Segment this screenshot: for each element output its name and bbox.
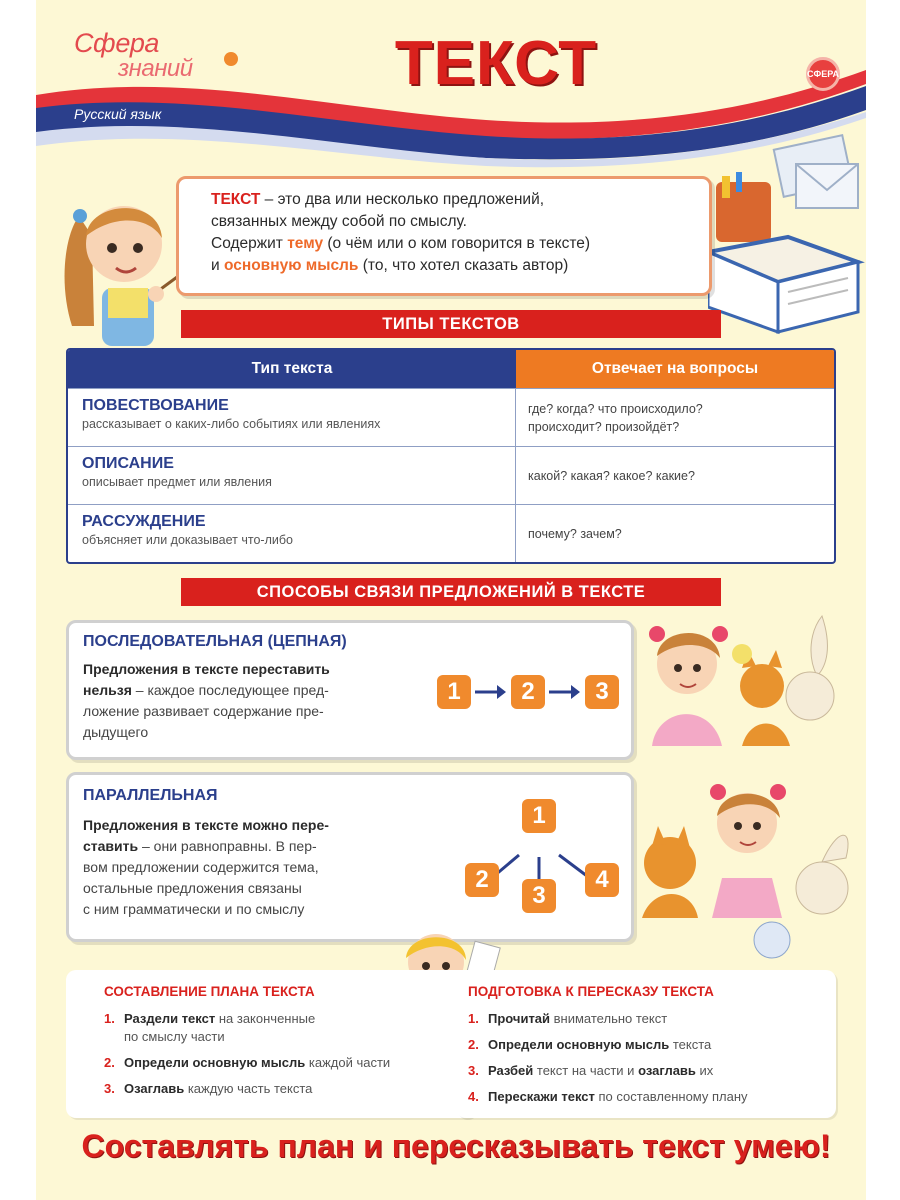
sequential-title: ПОСЛЕДОВАТЕЛЬНАЯ (ЦЕПНАЯ) <box>83 633 347 650</box>
sentence-number-3: 3 <box>585 675 619 709</box>
step-bold-text: Раздели текст <box>124 1011 216 1026</box>
step-bold-text: Определи основную мысль <box>124 1055 306 1070</box>
publisher-logo <box>74 30 193 81</box>
type-description: объясняет или доказывает что-либо <box>82 533 293 547</box>
type-name: ПОВЕСТВОВАНИЕ <box>82 397 229 414</box>
step-number: 1. <box>104 1011 115 1026</box>
type-name: РАССУЖДЕНИЕ <box>82 513 206 530</box>
sentence-number-2: 2 <box>465 863 499 897</box>
step-text: каждую часть текста <box>184 1081 313 1096</box>
arrow-right-icon <box>473 679 509 705</box>
definition-line4-pre: и <box>211 257 224 274</box>
type-description: рассказывает о каких-либо событиях или явлениях <box>82 417 381 431</box>
list-item <box>468 1062 828 1080</box>
type-description: описывает предмет или явления <box>82 475 272 489</box>
types-section-header: ТИПЫ ТЕКСТОВ <box>181 310 721 338</box>
footer-slogan: Составлять план и пересказывать текст умею! <box>81 1128 831 1164</box>
parallel-link-box <box>66 772 634 942</box>
sequential-text-line: ложение развивает содержание пре- <box>83 703 324 719</box>
step-bold-text-2: озаглавь <box>638 1063 696 1078</box>
step-number: 2. <box>104 1055 115 1070</box>
arrow-right-icon <box>547 679 583 705</box>
list-item <box>104 1054 404 1072</box>
sentence-number-3: 3 <box>522 879 556 913</box>
publisher-name-line2: знаний <box>118 55 193 82</box>
step-text: внимательно текст <box>550 1011 668 1026</box>
type-name: ОПИСАНИЕ <box>82 455 174 472</box>
text-types-table <box>66 348 836 564</box>
table-header-row <box>68 350 834 388</box>
sequential-bold-text: Предложения в тексте переставить <box>83 661 330 677</box>
type-questions: какой? какая? какое? какие? <box>528 468 695 483</box>
sentence-number-2: 2 <box>511 675 545 709</box>
parallel-text-line: с ним грамматически и по смыслу <box>83 901 305 917</box>
definition-line4-post: (то, что хотел сказать автор) <box>358 257 569 274</box>
sequential-bold-word: нельзя <box>83 682 132 698</box>
sequential-text-line: дыдущего <box>83 724 149 740</box>
step-bold-text: Перескажи текст <box>488 1089 595 1104</box>
step-text: каждой части <box>305 1055 391 1070</box>
parallel-bold-word: ставить <box>83 838 139 854</box>
column-header-type: Тип текста <box>68 350 516 388</box>
girl-with-pointer-illustration <box>44 176 194 346</box>
definition-line3-pre: Содержит <box>211 235 288 252</box>
step-text: текста <box>669 1037 712 1052</box>
publisher-name-line1: Сфера <box>74 28 159 58</box>
retell-steps-list <box>468 1010 828 1114</box>
list-item <box>468 1036 828 1054</box>
definition-theme-term: тему <box>287 235 324 252</box>
books-and-letters-illustration <box>708 132 866 342</box>
table-row <box>68 446 834 504</box>
publisher-seal: СФЕРА <box>806 57 840 91</box>
step-number: 3. <box>468 1063 479 1078</box>
parallel-description <box>83 815 413 920</box>
girl-with-animals-illustration-top <box>642 606 856 766</box>
step-bold-text: Определи основную мысль <box>488 1037 670 1052</box>
step-text-cont: по смыслу части <box>124 1029 225 1044</box>
page-title: ТЕКСТ <box>394 29 598 98</box>
list-item <box>104 1080 404 1098</box>
parallel-text-line: – они равноправны. В пер- <box>138 838 317 854</box>
parallel-title: ПАРАЛЛЕЛЬНАЯ <box>83 787 218 804</box>
type-questions-cont: происходит? произойдёт? <box>528 419 680 434</box>
definition-line3-post: (о чём или о ком говорится в тексте) <box>323 235 591 252</box>
parallel-text-line: вом предложении содержится тема, <box>83 859 319 875</box>
sentence-number-1: 1 <box>437 675 471 709</box>
retell-box <box>456 970 836 1118</box>
step-bold-text: Разбей <box>488 1063 534 1078</box>
step-text: текст на части и <box>533 1063 639 1078</box>
definition-term: ТЕКСТ <box>211 191 261 208</box>
step-number: 1. <box>468 1011 479 1026</box>
definition-main-idea-term: основную мысль <box>223 257 359 274</box>
definition-box <box>176 176 712 296</box>
list-item <box>104 1010 404 1046</box>
sentence-number-1: 1 <box>522 799 556 833</box>
sequential-link-box <box>66 620 634 760</box>
step-number: 4. <box>468 1089 479 1104</box>
links-section-header: СПОСОБЫ СВЯЗИ ПРЕДЛОЖЕНИЙ В ТЕКСТЕ <box>181 578 721 606</box>
sequential-text-line: – каждое последующее пред- <box>131 682 329 698</box>
type-questions: где? когда? что происходило? <box>528 401 703 416</box>
plan-title: СОСТАВЛЕНИЕ ПЛАНА ТЕКСТА <box>104 984 315 999</box>
list-item <box>468 1088 828 1106</box>
poster <box>36 0 866 1200</box>
step-text: по составленному плану <box>594 1089 748 1104</box>
definition-line1: – это два или несколько предложений, <box>260 191 545 208</box>
definition-line2: связанных между собой по смыслу. <box>211 213 467 230</box>
step-number: 2. <box>468 1037 479 1052</box>
table-row <box>68 504 834 562</box>
plan-box <box>66 970 476 1118</box>
step-text: на законченные <box>215 1011 316 1026</box>
parallel-bold-text: Предложения в тексте можно пере- <box>83 817 329 833</box>
retell-title: ПОДГОТОВКА К ПЕРЕСКАЗУ ТЕКСТА <box>468 984 714 999</box>
girl-with-animals-illustration-bottom <box>632 768 856 968</box>
subject-label: Русский язык <box>74 106 162 122</box>
plan-steps-list <box>104 1010 404 1106</box>
column-header-questions: Отвечает на вопросы <box>516 350 834 388</box>
step-bold-text: Озаглавь <box>124 1081 185 1096</box>
step-text-2: их <box>695 1063 714 1078</box>
step-number: 3. <box>104 1081 115 1096</box>
table-row <box>68 388 834 446</box>
sentence-number-4: 4 <box>585 863 619 897</box>
step-bold-text: Прочитай <box>488 1011 551 1026</box>
logo-dot-icon <box>224 52 238 66</box>
type-questions: почему? зачем? <box>528 526 622 541</box>
sequential-description <box>83 659 423 743</box>
parallel-text-line: остальные предложения связаны <box>83 880 302 896</box>
list-item <box>468 1010 828 1028</box>
